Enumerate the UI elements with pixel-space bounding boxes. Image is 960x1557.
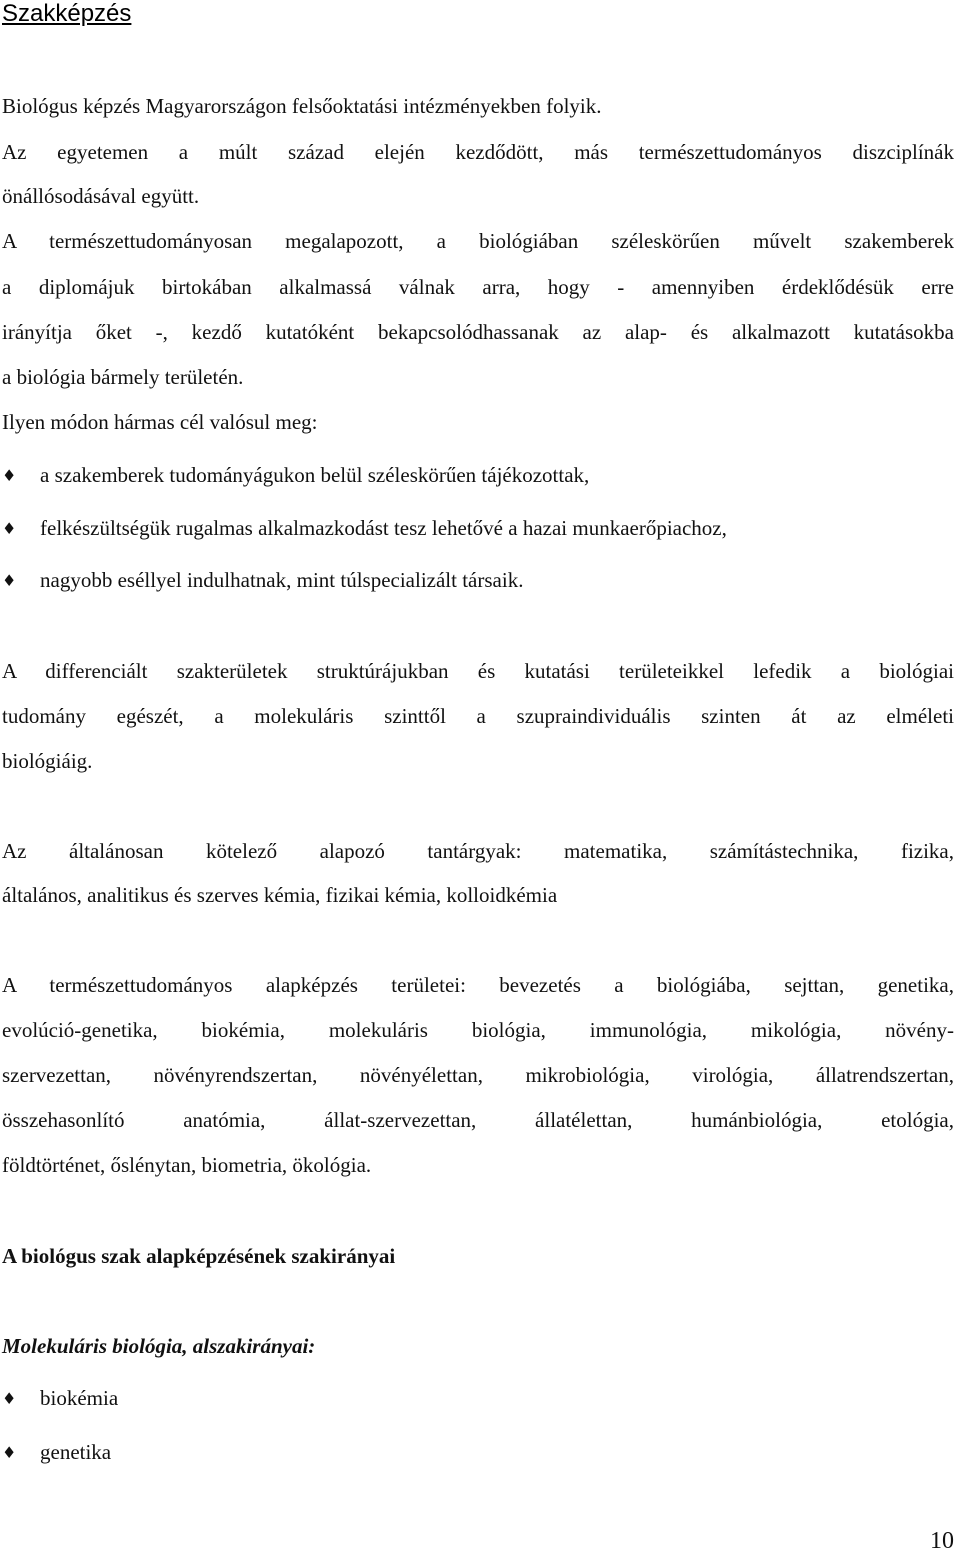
page-heading: Szakképzés — [2, 0, 132, 27]
basic-training-line-5: földtörténet, őslénytan, biometria, ökológia. — [2, 1153, 372, 1177]
page-number: 10 — [930, 1528, 954, 1554]
intro-line-5: a diplomájuk birtokában alkalmassá válnak arra, hogy - amennyiben érdeklődésük erre — [2, 275, 954, 299]
differentiated-line-2: tudomány egészét, a molekuláris szinttől a szupraindividuális szinten át az elméleti — [2, 704, 954, 728]
basic-training-line-1: A természettudományos alapképzés területei: bevezetés a biológiába, sejttan, genetika, — [2, 973, 954, 997]
diamond-bullet-icon: ♦ — [2, 1389, 17, 1408]
specializations-title: A biológus szak alapképzésének szakirányai — [2, 1244, 396, 1268]
intro-line-3: önállósodásával együtt. — [2, 184, 200, 208]
intro-line-8: Ilyen módon hármas cél valósul meg: — [2, 410, 318, 434]
intro-line-7: a biológia bármely területén. — [2, 365, 244, 389]
goal-item-text: nagyobb eséllyel indulhatnak, mint túlspecializált társaik. — [40, 568, 524, 592]
basic-training-line-2: evolúció-genetika, biokémia, molekuláris biológia, immunológia, mikológia, növény- — [2, 1018, 954, 1042]
intro-line-6: irányítja őket -, kezdő kutatóként bekapcsolódhassanak az alap- és alkalmazott kutatásokba — [2, 320, 954, 344]
differentiated-line-1: A differenciált szakterületek struktúrájukban és kutatási területeikkel lefedik a biológiai — [2, 659, 954, 683]
intro-line-1: Biológus képzés Magyarországon felsőoktatási intézményekben folyik. — [2, 94, 602, 118]
diamond-bullet-icon: ♦ — [2, 466, 17, 485]
molecular-list-item — [0, 1439, 111, 1466]
intro-line-4: A természettudományosan megalapozott, a biológiában széleskörűen művelt szakemberek — [2, 229, 954, 253]
goal-list-item — [0, 515, 727, 542]
goal-item-text: felkészültségük rugalmas alkalmazkodást tesz lehetővé a hazai munkaerőpiachoz, — [40, 516, 727, 540]
molecular-item-text: genetika — [40, 1440, 112, 1464]
goal-list-item — [0, 567, 523, 594]
diamond-bullet-icon: ♦ — [2, 519, 17, 538]
molecular-list-item — [0, 1385, 118, 1412]
basic-training-line-3: szervezettan, növényrendszertan, növényélettan, mikrobiológia, virológia, állatrendszertan, — [2, 1063, 954, 1087]
diamond-bullet-icon: ♦ — [2, 571, 17, 590]
diamond-bullet-icon: ♦ — [2, 1443, 17, 1462]
basic-training-line-4: összehasonlító anatómia, állat-szervezettan, állatélettan, humánbiológia, etológia, — [2, 1108, 954, 1132]
goal-item-text: a szakemberek tudományágukon belül széleskörűen tájékozottak, — [40, 463, 590, 487]
goal-list-item — [0, 462, 589, 489]
mandatory-line-1: Az általánosan kötelező alapozó tantárgyak: matematika, számítástechnika, fizika, — [2, 839, 954, 863]
molecular-biology-title: Molekuláris biológia, alszakirányai: — [2, 1334, 316, 1358]
differentiated-line-3: biológiáig. — [2, 749, 93, 773]
mandatory-line-2: általános, analitikus és szerves kémia, fizikai kémia, kolloidkémia — [2, 883, 558, 907]
intro-line-2: Az egyetemen a múlt század elején kezdődött, más természettudományos diszciplínák — [2, 140, 954, 164]
molecular-item-text: biokémia — [40, 1386, 119, 1410]
